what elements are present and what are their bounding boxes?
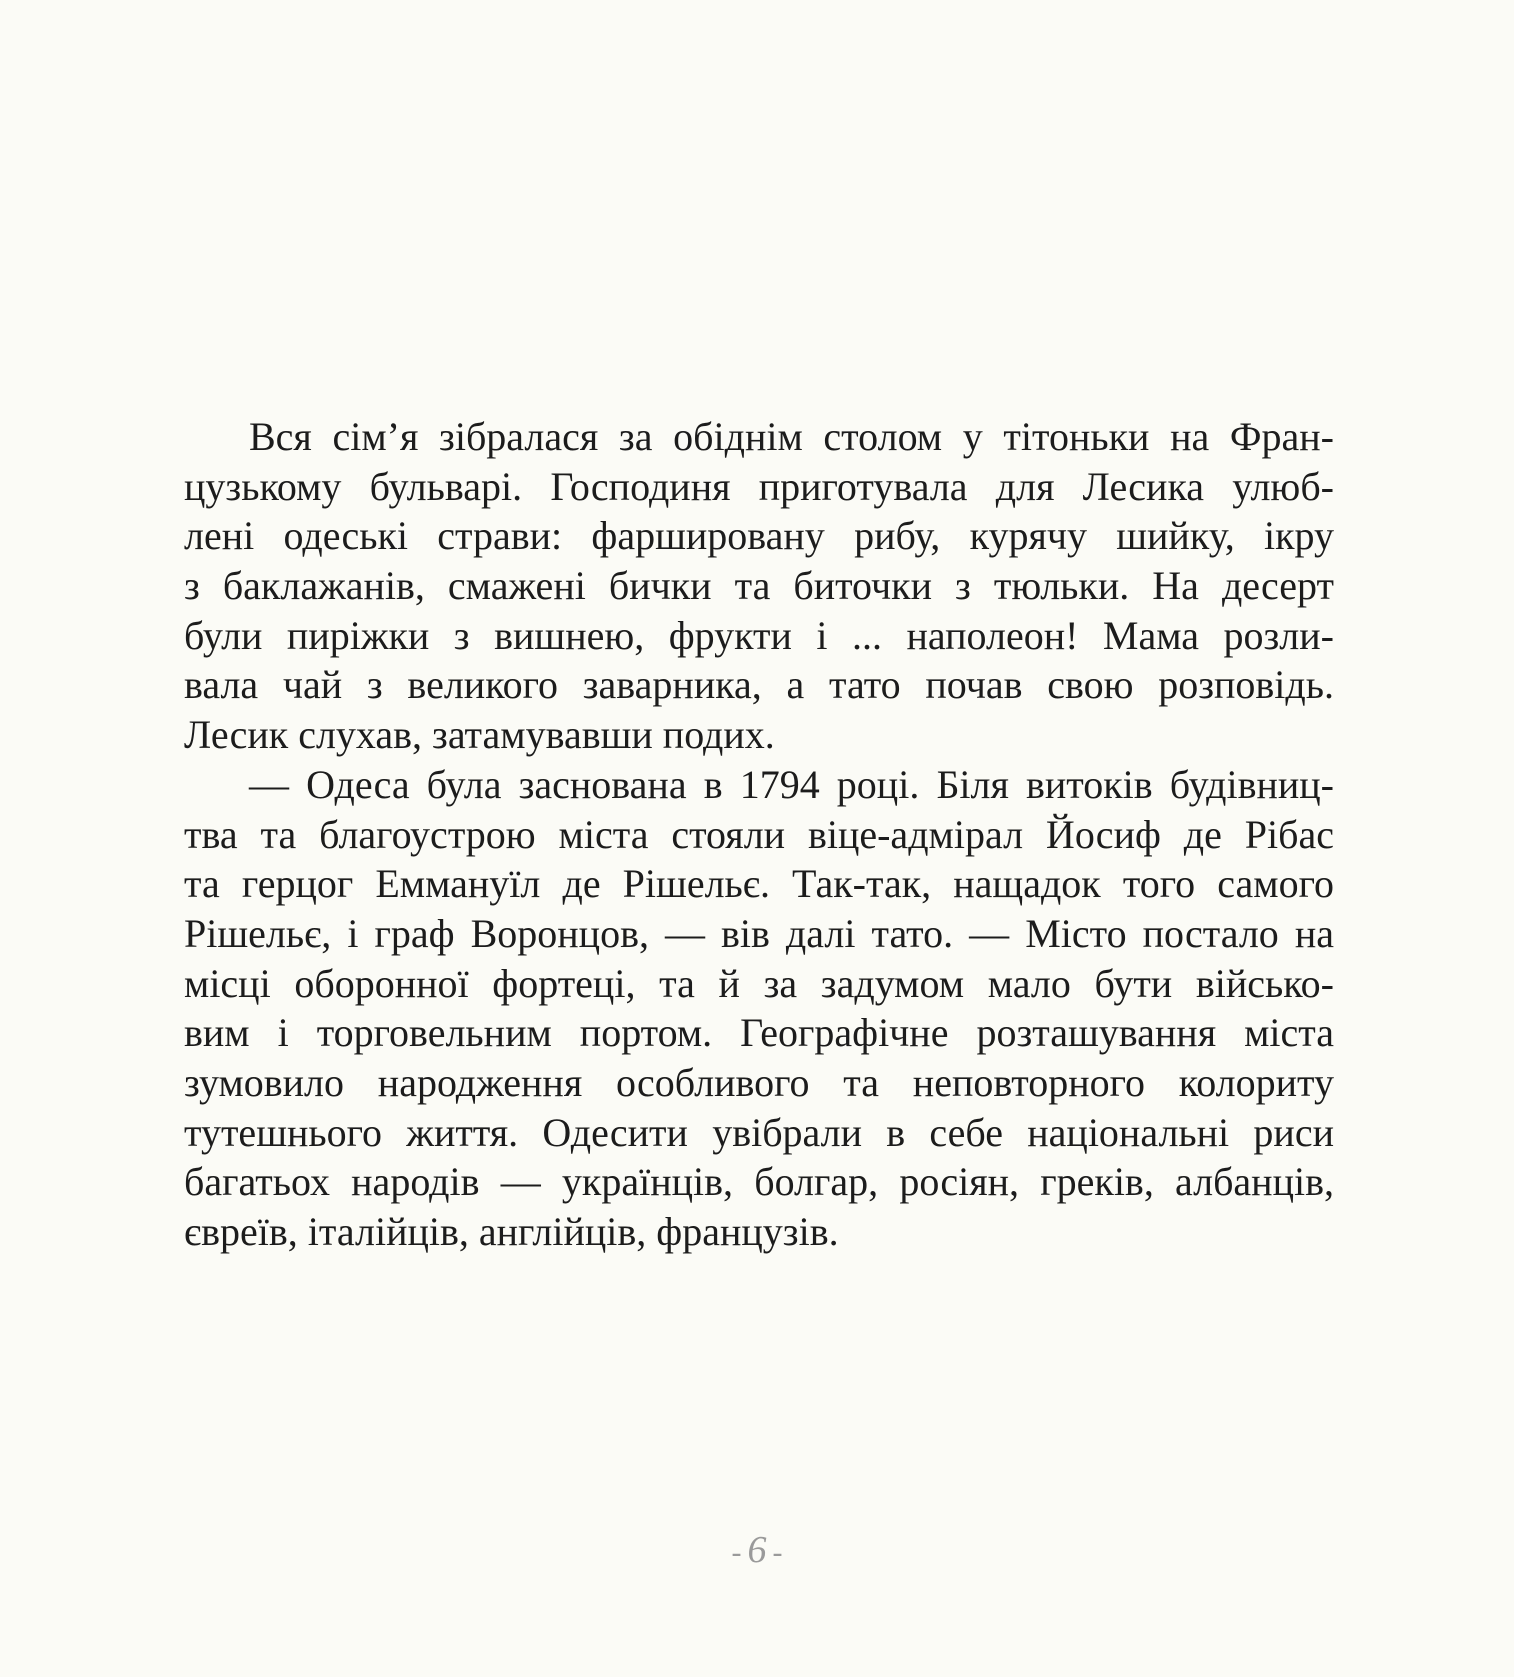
page-number-right-mark: -	[772, 1536, 783, 1569]
page-number-value: 6	[747, 1529, 767, 1571]
page-number-left-mark: -	[731, 1536, 742, 1569]
text-line: вим і торговельним портом. Географічне розташування міста	[184, 1010, 1334, 1056]
text-line: Рішельє, і граф Воронцов, — вів далі тато. — Місто постало на	[184, 910, 1334, 956]
text-line: Лесик слухав, затамувавши подих.	[184, 712, 775, 758]
text-line: лені одеські страви: фаршировану рибу, курячу шийку, ікру	[184, 513, 1334, 559]
main-text	[184, 412, 1334, 1257]
page-number	[0, 1528, 1514, 1572]
text-line: — Одеса була заснована в 1794 році. Біля витоків будівниц-	[249, 761, 1334, 807]
text-line: з баклажанів, смажені бички та биточки з тюльки. На десерт	[184, 563, 1334, 609]
text-line: цузькому бульварі. Господиня приготувала для Лесика улюб-	[184, 463, 1334, 509]
text-line: багатьох народів — українців, болгар, росіян, греків, албанців,	[184, 1159, 1334, 1205]
text-line: вала чай з великого заварника, а тато почав свою розповідь.	[184, 662, 1334, 708]
text-line: тва та благоустрою міста стояли віце-адмірал Йосиф де Рібас	[184, 811, 1334, 857]
text-line: були пиріжки з вишнею, фрукти і ... наполеон! Мама розли-	[184, 612, 1334, 658]
text-line: тутешнього життя. Одесити увібрали в себе національні риси	[184, 1109, 1334, 1155]
text-line: євреїв, італійців, англійців, французів.	[184, 1209, 839, 1254]
text-line: та герцог Еммануїл де Рішельє. Так-так, нащадок того самого	[184, 861, 1334, 907]
text-line: Вся сім’я зібралася за обіднім столом у тітоньки на Фран-	[249, 414, 1334, 459]
text-line: зумовило народження особливого та неповторного колориту	[184, 1059, 1334, 1105]
text-line: місці оборонної фортеці, та й за задумом мало бути військо-	[184, 960, 1334, 1006]
